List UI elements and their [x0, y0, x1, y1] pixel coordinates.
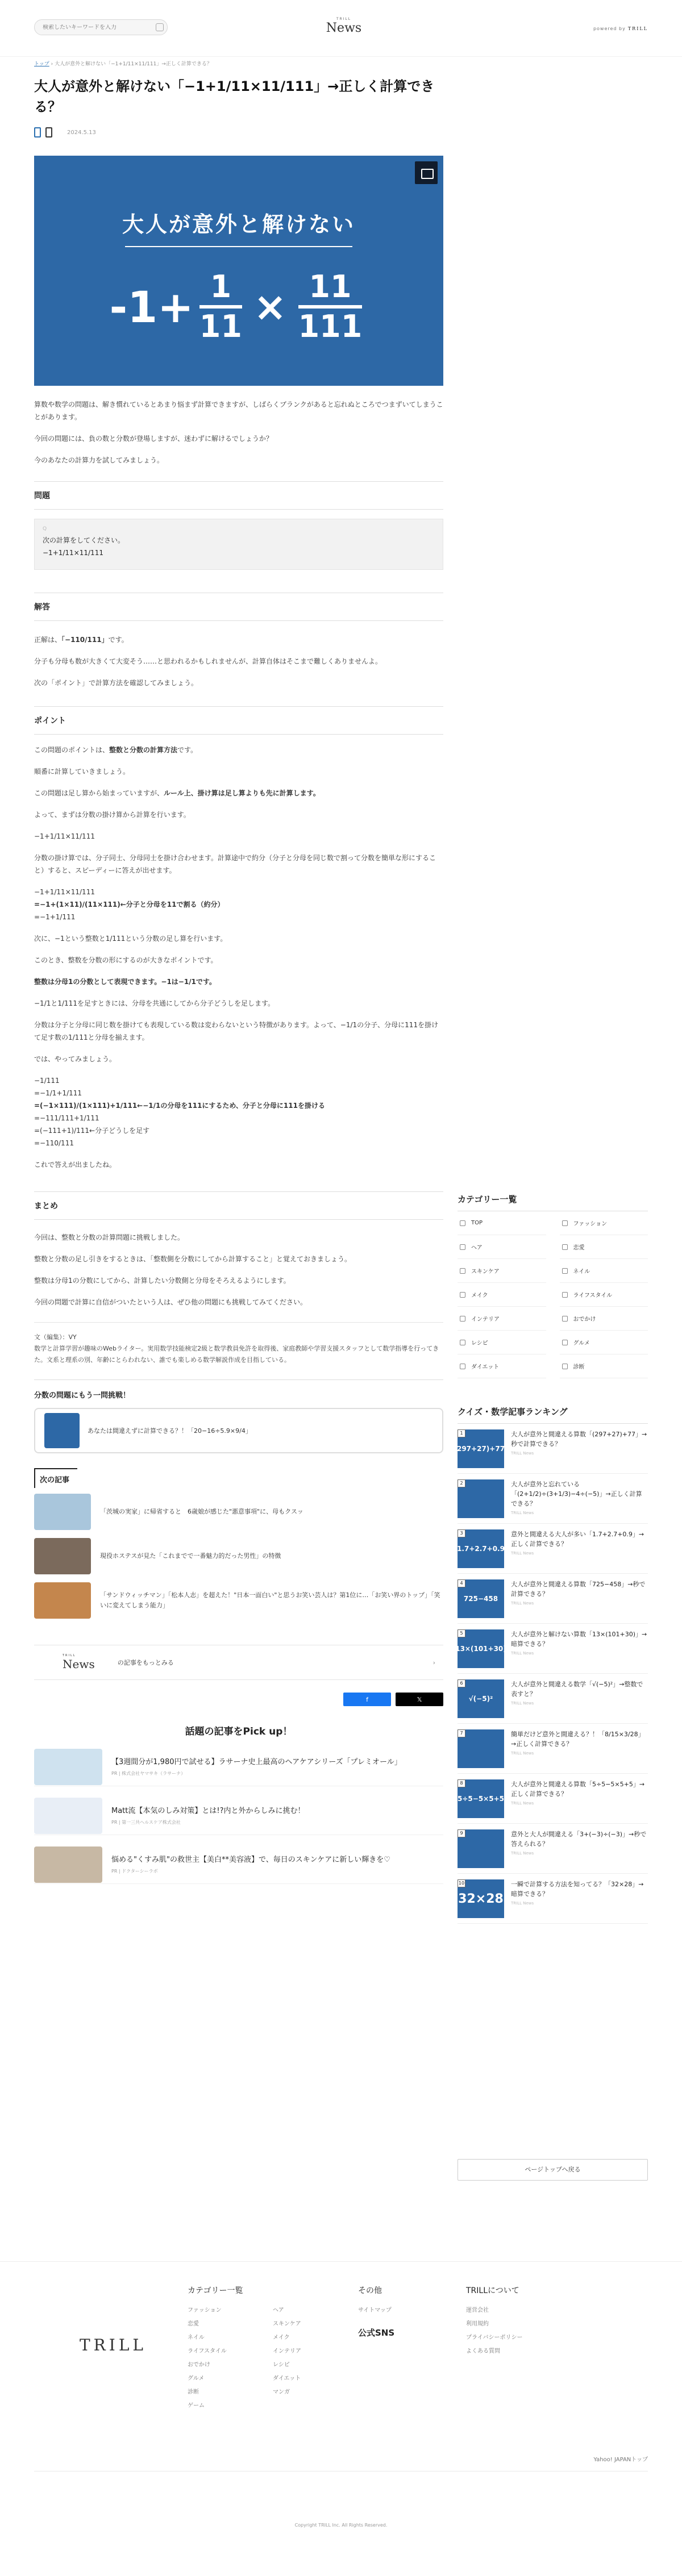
ranking-title: 大人が意外と間違える算数「(297+27)+77」→秒で計算できる？	[511, 1431, 647, 1448]
footer-link[interactable]: 利用規約	[466, 2321, 489, 2327]
next-article-item[interactable]	[34, 1580, 443, 1621]
calc-line: =−1+1/111	[34, 913, 76, 921]
footer-link[interactable]: マンガ	[273, 2389, 290, 2395]
category-icon	[460, 1316, 465, 1322]
pickup-item[interactable]	[34, 1796, 443, 1835]
pickup-title: 悩める"くすみ肌"の救世主【美白**美容液】で、毎日のスキンケアに新しい輝きを♡	[111, 1856, 390, 1864]
x-share-button[interactable]: 𝕏	[396, 1693, 443, 1706]
summary-paragraph: 整数は分母1の分数にしてから、計算したい分数側と分母をそろえるようにします。	[34, 1277, 290, 1285]
text-bold: 整数と分数の計算方法	[109, 746, 178, 754]
category-icon	[562, 1316, 568, 1322]
ranking-title: 大人が意外と間違える算数「725−458」→秒で計算できる？	[511, 1581, 646, 1598]
category-item[interactable]	[560, 1283, 648, 1307]
answer-paragraph: 次の「ポイント」で計算方法を確認してみましょう。	[34, 679, 198, 687]
ranking-source: TRILL News	[511, 1511, 534, 1515]
powered-by-brand: TRILL	[627, 26, 648, 31]
facebook-share-button[interactable]: f	[343, 1693, 391, 1706]
category-label: 診断	[573, 1364, 585, 1370]
point-paragraph: 分数は分子と分母に同じ数を掛けても表現している数は変わらないという特徴があります。よって、−1/1の分子、分母に111を掛けて足す数の1/111と分母を揃えます。	[34, 1021, 439, 1041]
ranking-thumbnail: 297+27)+77	[458, 1429, 504, 1468]
hero-fraction-2-num: 11	[309, 269, 352, 305]
footer-link[interactable]: 診断	[188, 2389, 199, 2395]
pickup-thumbnail	[34, 1749, 102, 1785]
answer-suffix: です。	[108, 636, 128, 644]
ranking-item[interactable]	[458, 1474, 648, 1524]
category-icon	[562, 1268, 568, 1274]
category-item[interactable]	[560, 1235, 648, 1259]
rank-number: 6	[458, 1679, 465, 1687]
footer-link[interactable]: プライバシーポリシー	[466, 2335, 523, 2341]
category-icon	[460, 1364, 465, 1369]
summary-paragraph: 今回は、整数と分数の計算問題に挑戦しました。	[34, 1233, 185, 1241]
hero-expression	[34, 269, 443, 345]
ranking-source: TRILL News	[511, 1651, 534, 1656]
more-articles-link[interactable]	[34, 1645, 443, 1680]
facebook-share-icon[interactable]	[34, 127, 41, 137]
next-article-thumbnail	[34, 1494, 91, 1530]
category-icon	[562, 1292, 568, 1298]
pickup-thumbnail	[34, 1846, 102, 1883]
hero-fraction-2-den: 111	[298, 309, 363, 344]
rank-number: 4	[458, 1579, 465, 1587]
section-heading-point: ポイント	[34, 706, 443, 735]
category-item[interactable]	[560, 1211, 648, 1235]
point-paragraph: 分数の掛け算では、分子同士、分母同士を掛け合わせます。計算途中で約分（分子と分母を同じ数で割って分数を簡単な形にすること）すると、スピーディーに答えが出せます。	[34, 854, 436, 874]
footer-link[interactable]: よくある質問	[466, 2348, 500, 2354]
category-item[interactable]	[458, 1331, 546, 1354]
section-heading-question: 問題	[34, 481, 443, 510]
powered-by[interactable]	[593, 26, 648, 31]
category-item[interactable]	[560, 1354, 648, 1378]
pickup-sponsor: PR | 第一三共ヘルスケア株式会社	[111, 1820, 181, 1825]
pickup-sponsor: PR | ドクターシーラボ	[111, 1869, 158, 1874]
calc-line: =−110/111	[34, 1139, 74, 1147]
more-articles-text: の記事をもっとみる	[117, 1659, 174, 1666]
pickup-heading: 話題の記事をPick up！	[185, 1726, 293, 1737]
article-meta	[34, 125, 443, 140]
calc-line: =(−111+1)/111←分子どうしを足す	[34, 1127, 150, 1135]
ranking-text	[511, 1729, 648, 1773]
ranking-item[interactable]	[458, 1874, 648, 1924]
category-item[interactable]	[560, 1307, 648, 1331]
text-bold: ルール上、掛け算は足し算よりも先に計算します。	[164, 789, 320, 797]
footer-link[interactable]: サイトマップ	[358, 2307, 392, 2314]
footer-link[interactable]: 運営会社	[466, 2307, 489, 2314]
footer-link[interactable]: スキンケア	[273, 2321, 301, 2327]
pickup-item[interactable]	[34, 1845, 443, 1884]
yahoo-top-link[interactable]: Yahoo! JAPANトップ	[593, 2457, 648, 2463]
summary-paragraph: 今回の問題で計算に自信がついたという人は、ぜひ他の問題にも挑戦してみてください。	[34, 1298, 307, 1306]
hero-title: 大人が意外と解けない	[122, 212, 355, 237]
rank-number: 7	[458, 1729, 465, 1737]
ranking-item[interactable]	[458, 1774, 648, 1824]
section-heading-summary: まとめ	[34, 1191, 443, 1220]
ranking-thumbnail: √(−5)²	[458, 1679, 504, 1718]
article-title: 大人が意外と解けない「−1+1/11×11/111」→正しく計算できる？	[34, 78, 435, 115]
footer-category-columns	[188, 2304, 341, 2413]
category-label: ヘア	[471, 1245, 483, 1251]
powered-by-prefix: powered by	[593, 26, 626, 31]
hero-lead: -1+	[109, 281, 194, 332]
category-label: ライフスタイル	[573, 1293, 613, 1299]
text-run: この問題のポイントは、	[34, 746, 110, 754]
author-description: 数学と計算学習が趣味のWebライター。実用数学技能検定2級と数学教員免許を取得後、家庭教師や学習支援スタッフとして数学指導を行ってきた。文系と理系の別、年齢にとらわれない、誰でも楽しめる数学解説作成を目指している。	[34, 1345, 439, 1364]
question-expression: −1+1/11×11/111	[43, 549, 103, 557]
category-item[interactable]	[560, 1259, 648, 1283]
ranking-item[interactable]	[455, 1624, 648, 1674]
more-logo	[63, 1654, 95, 1671]
category-grid	[458, 1211, 648, 1378]
category-icon	[562, 1364, 568, 1369]
footer-link[interactable]: メイク	[273, 2335, 290, 2341]
search-input[interactable]	[43, 24, 156, 31]
calc-line: =−111/111+1/111	[34, 1114, 99, 1122]
ranking-text	[511, 1429, 648, 1473]
x-share-icon[interactable]	[45, 127, 52, 137]
category-item[interactable]	[560, 1331, 648, 1354]
ranking-source: TRILL News	[511, 1451, 534, 1456]
intro-paragraph: 今回の問題には、負の数と分数が登場しますが、迷わずに解けるでしょうか？	[34, 435, 273, 443]
footer-link[interactable]: グルメ	[188, 2375, 205, 2382]
ranking-item[interactable]	[458, 1574, 648, 1624]
ranking-text	[511, 1579, 648, 1623]
category-icon	[460, 1292, 465, 1298]
hero-image	[34, 156, 443, 386]
ranking-title: 大人が意外と解けない算数「13×(101+30)」→暗算できる？	[511, 1631, 647, 1648]
next-article-item[interactable]	[34, 1491, 443, 1532]
point-paragraph: −1/1と1/111を足すときには、分母を共通にしてから分子どうしを足します。	[34, 999, 275, 1007]
calc-block	[34, 1074, 443, 1149]
ranking-heading: クイズ・数学記事ランキング	[458, 1406, 648, 1424]
ranking-text	[511, 1779, 648, 1823]
pickup-text	[111, 1806, 305, 1825]
category-item[interactable]	[458, 1259, 546, 1283]
breadcrumb	[34, 60, 443, 68]
ranking-title: 大人が意外と忘れている「(2+1/2)÷(3+1/3)−4÷(−5)」→正しく計算できる？	[511, 1481, 642, 1507]
ranking-title: 意外と大人が間違える「3+(−3)÷(−3)」→秒で答えられる？	[511, 1831, 647, 1848]
next-article-thumbnail	[34, 1538, 91, 1574]
ranking-thumbnail: 32×28	[458, 1879, 504, 1918]
category-icon	[460, 1244, 465, 1250]
rank-number: 5	[458, 1629, 465, 1637]
category-icon	[460, 1220, 465, 1226]
pickup-sponsor: PR | 株式会社ヤマサキ（ラサーナ）	[111, 1771, 186, 1776]
category-label: インテリア	[471, 1316, 500, 1323]
search-bar[interactable]	[34, 19, 168, 35]
point-paragraph	[34, 787, 443, 799]
answer-value: 「−110/111」	[61, 636, 109, 644]
category-item[interactable]	[458, 1283, 546, 1307]
gallery-icon[interactable]	[415, 161, 438, 184]
related-title: あなたは間違えずに計算できる？！「20−16÷5.9×9/4」	[88, 1427, 252, 1435]
point-paragraph: 次に、−1という整数と1/111という分数の足し算を行います。	[34, 935, 227, 943]
category-label: TOP	[471, 1220, 483, 1226]
more-logo-small: TRILL	[63, 1654, 76, 1657]
ranking-text	[511, 1479, 648, 1523]
logo-small-text: TRILL	[336, 17, 352, 21]
answer-paragraph: 分子も分母も数が大きくて大変そう……と思われるかもしれませんが、計算自体はそこまで難しくありませんよ。	[34, 657, 382, 665]
footer-link[interactable]: インテリア	[273, 2348, 301, 2354]
category-label: スキンケア	[471, 1269, 500, 1275]
footer-link[interactable]: 恋愛	[188, 2321, 199, 2327]
category-label: グルメ	[573, 1340, 590, 1347]
text-run: です。	[177, 746, 198, 754]
calc-block	[34, 886, 443, 923]
next-article-item[interactable]	[34, 1536, 443, 1577]
point-paragraph	[34, 744, 443, 756]
ranking-source: TRILL News	[511, 1901, 534, 1906]
next-article-title: 「サンドウィッチマン」「松本人志」を超えた！"日本一面白い"と思うお笑い芸人は？第1位に…「お笑い界のトップ」「笑いに変えてしまう能力」	[100, 1591, 440, 1609]
answer-prefix: 正解は、	[34, 636, 62, 644]
footer-other	[358, 2285, 394, 2339]
rank-number: 9	[458, 1829, 465, 1837]
ranking-item[interactable]	[458, 1424, 648, 1474]
ranking-thumbnail: 13×(101+30)	[458, 1629, 504, 1668]
footer-link[interactable]: おでかけ	[188, 2362, 210, 2368]
share-buttons	[34, 1693, 443, 1706]
footer-logo[interactable]: TRILL	[80, 2336, 147, 2354]
answer-paragraph	[34, 633, 443, 646]
text-run: この問題は足し算から始まっていますが、	[34, 789, 164, 797]
category-label: 恋愛	[573, 1245, 585, 1251]
hero-divider	[125, 246, 352, 247]
ranking-source: TRILL News	[511, 1851, 534, 1856]
footer-link[interactable]: ゲーム	[188, 2403, 205, 2409]
rank-number: 3	[458, 1529, 465, 1537]
copyright: Copyright TRILL Inc. All Rights Reserved.	[294, 2523, 388, 2528]
ranking-source: TRILL News	[511, 1701, 534, 1706]
rank-number: 1	[458, 1429, 465, 1437]
breadcrumb-current: 大人が意外と解けない「−1+1/11×11/111」→正しく計算できる？	[55, 61, 212, 67]
search-icon[interactable]	[156, 23, 164, 31]
ranking-title: 簡単だけど意外と間違える？！「8/15×3/28」→正しく計算できる？	[511, 1731, 644, 1748]
site-footer	[0, 2261, 682, 2576]
ranking-text	[511, 1679, 648, 1723]
ranking-item[interactable]	[458, 1724, 648, 1774]
pickup-text	[111, 1757, 402, 1777]
footer-categories	[188, 2285, 341, 2413]
point-paragraph: よって、まずは分数の掛け算から計算を行います。	[34, 811, 190, 819]
category-item[interactable]	[458, 1235, 546, 1259]
category-label: ダイエット	[471, 1364, 500, 1370]
calc-line: −1/111	[34, 1077, 60, 1085]
footer-about-list	[466, 2304, 523, 2358]
author-name: 文（編集）：VY	[34, 1333, 77, 1341]
point-paragraph: このとき、整数を分数の形にするのが大きなポイントです。	[34, 956, 218, 964]
pickup-title: Matt流【本気のしみ対策】とは!?内と外からしみに挑む！	[111, 1807, 305, 1815]
footer-category-heading: カテゴリー一覧	[188, 2286, 243, 2295]
category-label: メイク	[471, 1293, 488, 1299]
site-header	[0, 0, 682, 57]
rank-number: 2	[458, 1479, 465, 1487]
category-icon	[562, 1220, 568, 1226]
footer-other-list	[358, 2304, 394, 2317]
more-logo-text: News	[63, 1657, 95, 1671]
hero-fraction-1	[199, 269, 242, 345]
pickup-thumbnail	[34, 1798, 102, 1834]
ranking-text	[511, 1529, 648, 1573]
intro-paragraph: 今のあなたの計算力を試してみましょう。	[34, 456, 164, 464]
rank-number: 8	[458, 1779, 465, 1787]
related-thumbnail	[44, 1413, 80, 1448]
ranking-item[interactable]	[458, 1674, 648, 1724]
ranking-text	[511, 1879, 648, 1923]
footer-link[interactable]: ダイエット	[273, 2375, 301, 2382]
next-articles-list	[34, 1491, 443, 1621]
intro-paragraph: 算数や数学の問題は、解き慣れているとあまり悩まず計算できますが、しばらくブランクがあると忘れぬところでつまずいてしまうことがあります。	[34, 401, 443, 421]
footer-link[interactable]: ライフスタイル	[188, 2348, 227, 2354]
site-logo[interactable]	[324, 17, 364, 35]
footer-about-heading: TRILLについて	[466, 2286, 519, 2295]
related-article-card[interactable]	[34, 1408, 443, 1453]
hero-operator: ×	[253, 284, 287, 330]
next-articles-heading: 次の記事	[34, 1468, 77, 1488]
footer-category-column	[273, 2304, 341, 2413]
ranking-title: 大人が意外と間違える算数「5÷5−5×5+5」→正しく計算できる？	[511, 1781, 645, 1798]
article-main	[34, 60, 443, 1884]
category-label: レシピ	[471, 1340, 488, 1347]
question-line: Q 次の計算をしてください。	[43, 536, 125, 544]
category-item[interactable]	[458, 1354, 546, 1378]
ranking-item[interactable]	[458, 1824, 648, 1874]
footer-other-heading: その他	[358, 2286, 382, 2295]
category-item[interactable]	[458, 1307, 546, 1331]
footer-link[interactable]: レシピ	[273, 2362, 290, 2368]
ranking-source: TRILL News	[511, 1751, 534, 1756]
ranking-source: TRILL News	[511, 1801, 534, 1806]
next-article-title: 現役ホステスが見た「これまでで一番魅力的だった男性」の特徴	[100, 1552, 281, 1560]
calc-line: −1+1/11×11/111	[34, 888, 95, 896]
calc-line: −1+1/11×11/111	[34, 832, 95, 840]
ranking-title: 大人が意外と間違える数学「√(−5)²」→整数で表すと？	[511, 1681, 643, 1698]
ranking-thumbnail: 1.7+2.7+0.9	[458, 1529, 504, 1568]
category-item[interactable]	[458, 1211, 546, 1235]
next-article-thumbnail	[34, 1582, 91, 1619]
ranking-source: TRILL News	[511, 1601, 534, 1606]
category-heading: カテゴリー一覧	[458, 1193, 648, 1211]
category-icon	[460, 1340, 465, 1345]
chevron-right-icon: ›	[433, 1659, 435, 1666]
hero-fraction-1-den: 11	[199, 309, 242, 344]
ranking-text	[511, 1629, 648, 1673]
calc-line: =−1/1+1/111	[34, 1089, 82, 1097]
next-article-title: 「茨城の実家」に帰省すると 6歳娘が感じた"悪意事項"に、母もクスッ	[100, 1508, 303, 1515]
calc-line: =(−1×111)/(1×111)+1/111←−1/1の分母を111にするため、分子と分母に111を掛ける	[34, 1102, 325, 1110]
ranking-list	[455, 1424, 648, 1924]
ranking-thumbnail: 725−458	[458, 1579, 504, 1618]
pickup-title: 【3週間分が1,980円で試せる】ラサーナ史上最高のヘアケアシリーズ「プレミオール」	[111, 1758, 402, 1766]
article-date: 2024.5.13	[67, 129, 96, 136]
summary-paragraph: 整数と分数の足し引きをするときは、「整数側を分数にしてから計算すること」と覚えておきましょう。	[34, 1255, 352, 1263]
category-icon	[562, 1340, 568, 1345]
footer-link[interactable]: ファッション	[188, 2307, 222, 2314]
footer-link[interactable]: ヘア	[273, 2307, 284, 2314]
hero-fraction-1-num: 1	[210, 269, 232, 305]
category-label: ネイル	[573, 1269, 590, 1275]
point-paragraph: では、やってみましょう。	[34, 1055, 117, 1063]
footer-category-column	[188, 2304, 273, 2413]
logo-text: News	[326, 21, 362, 35]
footer-sns[interactable]: 公式SNS	[358, 2328, 395, 2338]
ranking-item[interactable]	[458, 1524, 648, 1574]
ranking-text	[511, 1829, 648, 1873]
rank-number: 10	[458, 1879, 465, 1887]
footer-link[interactable]: ネイル	[188, 2335, 205, 2341]
point-paragraph: 順番に計算していきましょう。	[34, 768, 130, 776]
author-box	[34, 1322, 443, 1366]
category-icon	[460, 1268, 465, 1274]
footer-about	[466, 2285, 523, 2358]
pickup-item[interactable]	[34, 1748, 443, 1786]
hero-fraction-2	[298, 269, 363, 345]
category-label: ファッション	[573, 1221, 608, 1227]
ranking-thumbnail: 5÷5−5×5+5	[458, 1779, 504, 1818]
section-heading-answer: 解答	[34, 593, 443, 621]
ranking-title: 一瞬で計算する方法を知ってる？「32×28」→暗算できる？	[511, 1881, 644, 1898]
point-paragraph: 整数は分母1の分数として表現できます。−1は−1/1です。	[34, 978, 216, 986]
sidebar	[455, 1193, 648, 1924]
ranking-source: TRILL News	[511, 1551, 534, 1556]
breadcrumb-top-link[interactable]: トップ	[34, 61, 49, 67]
back-to-top-button[interactable]: ページトップへ戻る	[458, 2159, 648, 2181]
point-paragraph: これで答えが出ましたね。	[34, 1161, 117, 1169]
question-box	[34, 519, 443, 570]
category-label: おでかけ	[573, 1316, 596, 1323]
related-heading: 分数の問題にもう一問挑戦！	[34, 1379, 443, 1400]
calc-line: =−1+(1×11)/(11×111)←分子と分母を11で割る（約分）	[34, 901, 224, 908]
category-icon	[562, 1244, 568, 1250]
ranking-title: 意外と間違える大人が多い「1.7+2.7+0.9」→正しく計算できる？	[511, 1531, 644, 1548]
breadcrumb-separator: ›	[51, 61, 55, 67]
pickup-text	[111, 1854, 390, 1874]
